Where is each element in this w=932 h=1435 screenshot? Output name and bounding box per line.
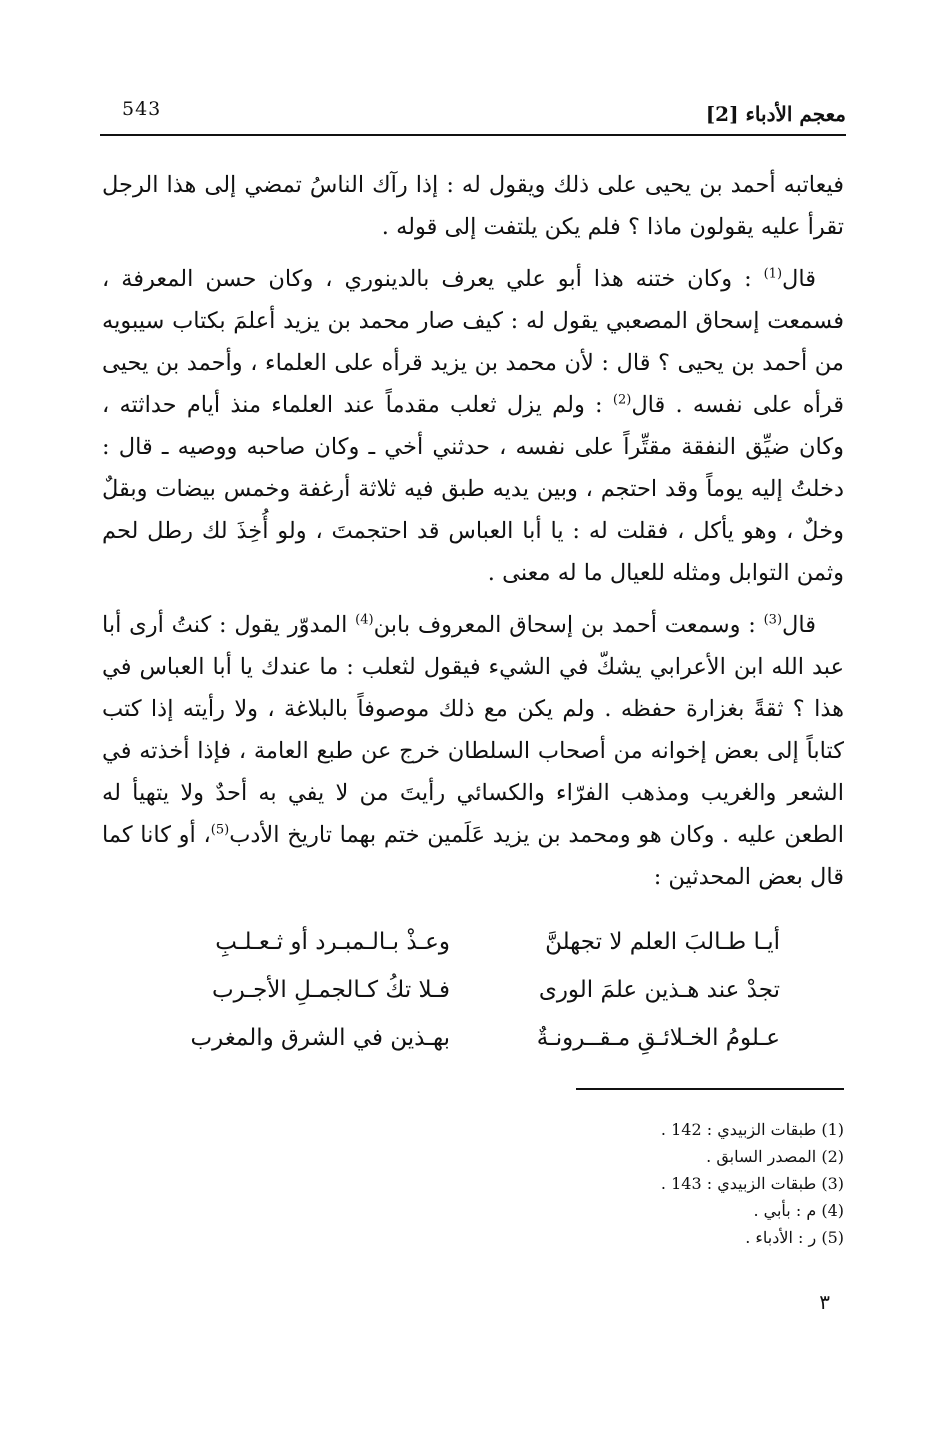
footnote-5: (5) ر : الأدباء . xyxy=(745,1228,844,1247)
paragraph-2 xyxy=(102,258,844,594)
footnote-1: (1) طبقات الزبيدي : 142 . xyxy=(660,1120,844,1139)
footnote-ref-1[interactable]: (1) xyxy=(763,266,783,282)
folio-mark: ٣ xyxy=(819,1290,830,1314)
verse-first-hemistich: تجدْ عند هـذين علمَ الورى xyxy=(538,977,780,1003)
paragraph-3 xyxy=(102,604,844,898)
footnote-ref-3[interactable]: (3) xyxy=(763,612,783,628)
paragraph-2-text-cont: : ولم يزل ثعلب مقدماً عند العلماء منذ أيام حداثته ، وكان ضيِّق النفقة مقتِّراً على نفسه ، حدثني أخي ـ وكان صاحبه ووصيه ـ قال : دخلتُ إليه يوماً وقد احتجم ، وبين يديه طبق فيه ثلاثة أرغفة وخمس بيضات وبقلٌ وخلٌ ، وهو يأكل ، فقلت له : يا أبا العباس قد احتجمتَ ، ولو أُخِذَ لك رطل لحم وثمن التوابل ومثله للعيال ما له معنى . xyxy=(102,392,844,586)
paragraph-3-lead: قال xyxy=(782,612,816,638)
footnote-ref-4[interactable]: (4) xyxy=(355,612,374,628)
verse-second-hemistich: وعـذْ بـالـمبـرد أو ثـعـلـبِ xyxy=(215,929,450,955)
running-header xyxy=(100,98,846,134)
poem xyxy=(160,918,780,1062)
paragraph-1-text: فيعاتبه أحمد بن يحيى على ذلك ويقول له : إذا رآك الناسُ تمضي إلى هذا الرجل تقرأ عليه يقولون ماذا ؟ فلم يكن يلتفت إلى قوله . xyxy=(102,172,844,240)
paragraph-2-lead: قال xyxy=(782,266,816,292)
footnote-rule xyxy=(576,1088,844,1090)
main-text xyxy=(102,164,844,908)
poem-verse xyxy=(160,966,780,1014)
verse-second-hemistich: بهـذين في الشرق والمغرب xyxy=(190,1025,450,1051)
paragraph-2-text: : وكان ختنه هذا أبو علي يعرف بالدينوري ، وكان حسن المعرفة ، فسمعت إسحاق المصعبي يقول له : كيف صار محمد بن يزيد أعلمَ بكتاب سيبويه من أحمد بن يحيى ؟ قال : لأن محمد بن يزيد قرأه على العلماء ، وأحمد بن يحيى قرأه على نفسه . قال xyxy=(102,266,844,418)
header-rule xyxy=(100,134,846,136)
verse-second-hemistich: فـلا تكُ كـالجمـلِ الأجـرب xyxy=(212,977,450,1003)
paragraph-3-text: : وسمعت أحمد بن إسحاق المعروف بابن xyxy=(373,612,764,638)
footnote-ref-2[interactable]: (2) xyxy=(612,392,632,408)
paragraph-3-text-end: ، أو كانا كما قال بعض المحدثين : xyxy=(102,822,844,890)
book-title: معجم الأدباء [2] xyxy=(705,102,846,126)
footnote-3: (3) طبقات الزبيدي : 143 . xyxy=(660,1174,844,1193)
paragraph-3-text-cont: المدوّر يقول : كنتُ أرى أبا عبد الله ابن الأعرابي يشكّ في الشيء فيقول لثعلب : ما عندك يا أبا العباس في هذا ؟ ثقةً بغزارة حفظه . ولم يكن مع ذلك موصوفاً بالبلاغة ، ولا رأيته إذا كتب كتاباً إلى بعض إخوانه من أصحاب السلطان خرج عن طبع العامة ، فإذا أخذته في الشعر والغريب ومذهب الفرّاء والكسائي رأيتَ من لا يفي به أحدٌ ولا يتهيأ له الطعن عليه . وكان هو ومحمد بن يزيد عَلَمين ختم بهما تاريخ الأدب xyxy=(102,612,844,848)
verse-first-hemistich: أيـا طـالبَ العلم لا تجهلنَّ xyxy=(545,929,780,955)
footnote-ref-5[interactable]: (5) xyxy=(210,822,230,838)
poem-verse xyxy=(160,918,780,966)
footnotes xyxy=(524,1116,844,1251)
footnote-2: (2) المصدر السابق . xyxy=(706,1147,844,1166)
footnote-4: (4) م : بأبي . xyxy=(753,1201,844,1220)
poem-verse xyxy=(160,1014,780,1062)
verse-first-hemistich: عـلومُ الخـلائـقِ مـقــرونـةٌ xyxy=(536,1025,780,1051)
page-number: 543 xyxy=(122,98,162,120)
paragraph-1 xyxy=(102,164,844,248)
